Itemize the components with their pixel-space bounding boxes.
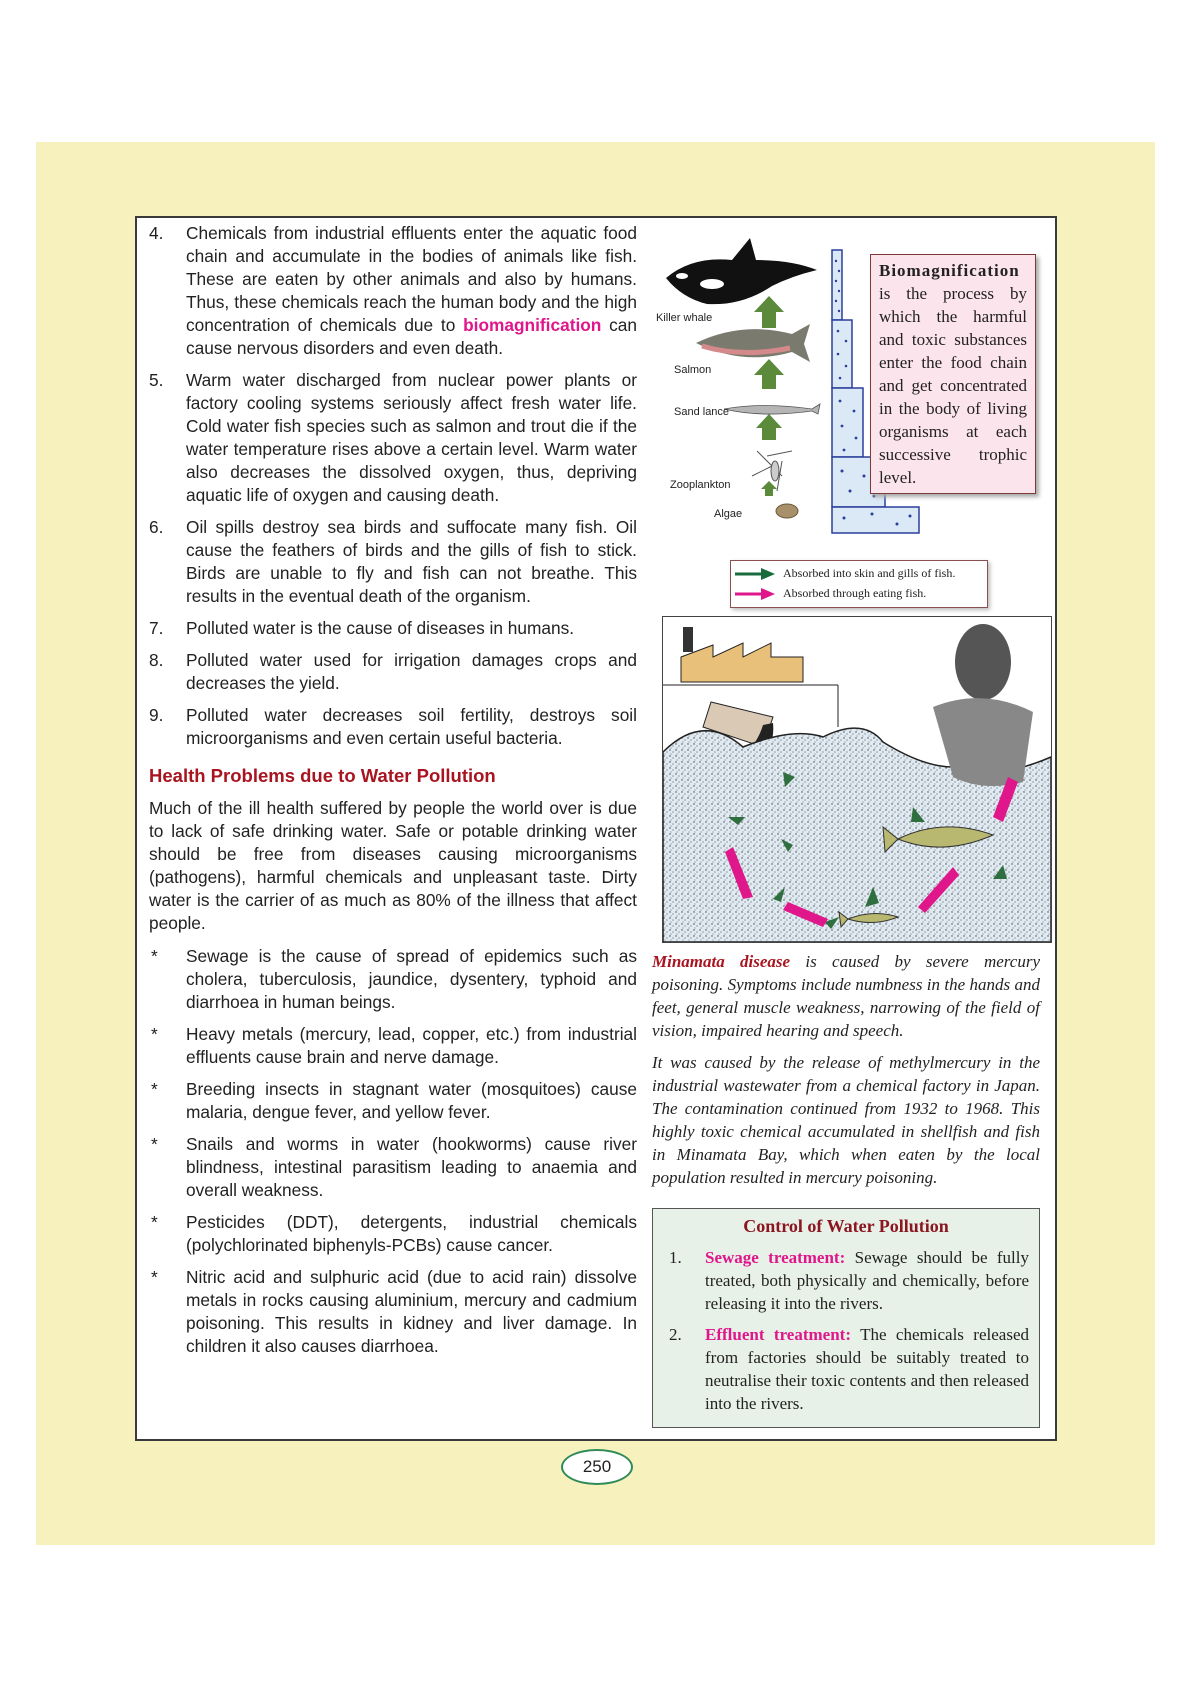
salmon-icon: [696, 324, 810, 362]
list-item-6: 6. Oil spills destroy sea birds and suffocate many fish. Oil cause the feathers of birds and the gills of fish to stick. Birds are unable to fly and fish can not breathe. This results in the eventual death of the organism.: [149, 517, 637, 606]
bullet-item: * Nitric acid and sulphuric acid (due to acid rain) dissolve metals in rocks causing aluminium, mercury and cadmium poisoning. This results in kidney and liver damage. In children it also causes diarrhoea.: [151, 1267, 637, 1356]
list-item-4: 4. Chemicals from industrial effluents enter the aquatic food chain and accumulate in the bodies of animals like fish. These are eaten by other animals and also by humans. Thus, these chemicals reach the human body and the high concentration of chemicals due to biomagnification can cause nervous disorders and even death.: [149, 223, 637, 358]
caption-paragraph-2: It was caused by the release of methylmercury in the industrial wastewater from a chemical factory in Japan. The contamination continued from 1932 to 1968. This highly toxic chemical accumulated in shellfish and fish in Minamata Bay, which when eaten by the local population resulted in mercury poisoning.: [652, 1053, 1040, 1187]
mercury-pollution-scene: [663, 617, 1051, 942]
biomagnification-heading: Biomagnification: [879, 261, 1020, 280]
child-figure-icon: [933, 624, 1033, 786]
item-number: 8.: [149, 650, 164, 670]
item-number: 9.: [149, 705, 164, 725]
bullet-item: * Snails and worms in water (hookworms) cause river blindness, intestinal parasitism leading to anaemia and overall weakness.: [151, 1134, 637, 1200]
minamata-caption: [652, 950, 1040, 1198]
label-zooplankton: Zooplankton: [670, 479, 731, 491]
green-arrow-icon: [735, 568, 775, 580]
section-title: Health Problems due to Water Pollution: [149, 765, 496, 786]
page-number: 250: [561, 1449, 633, 1485]
label-sand-lance: Sand lance: [674, 406, 730, 418]
pink-arrow-icon: [735, 588, 775, 600]
minamata-illustration: [662, 616, 1052, 943]
item-number: 4.: [149, 223, 164, 243]
intro-paragraph: Much of the ill health suffered by people the world over is due to lack of safe drinking water. Safe or potable drinking water should be free from diseases causing microorganisms (pathogens), harmful chemicals and unpleasant taste. Dirty water is the carrier of as much as 80% of the illness that affect people.: [149, 798, 637, 933]
list-item-8: 8. Polluted water used for irrigation damages crops and decreases the yield.: [149, 650, 637, 693]
item-number: 6.: [149, 517, 164, 537]
killer-whale-icon: [666, 238, 817, 304]
label-algae: Algae: [714, 508, 743, 520]
bullet-item: * Pesticides (DDT), detergents, industrial chemicals (polychlorinated biphenyls-PCBs) cause cancer.: [151, 1212, 637, 1255]
factory-icon: [681, 627, 803, 682]
asterisk-icon: *: [151, 1024, 158, 1044]
legend-row-pink: Absorbed through eating fish.: [735, 586, 926, 601]
minamata-term: Minamata disease: [652, 952, 791, 971]
bullet-item: * Breeding insects in stagnant water (mosquitoes) cause malaria, dengue fever, and yellow fever.: [151, 1079, 637, 1122]
label-salmon: Salmon: [674, 364, 712, 376]
left-column: [149, 222, 637, 1367]
biomagnification-diagram: [652, 226, 1052, 536]
caption-paragraph-1: Minamata disease is caused by severe mercury poisoning. Symptoms include numbness in the hands and feet, general muscle weakness, narrowing of the field of vision, impaired hearing and speech.: [652, 952, 1040, 1040]
asterisk-icon: *: [151, 1212, 158, 1232]
bullet-item: * Sewage is the cause of spread of epidemics such as cholera, tuberculosis, jaundice, dysentery, typhoid and diarrhoea in human beings.: [151, 946, 637, 1012]
list-item-9: 9. Polluted water decreases soil fertility, destroys soil microorganisms and even certain useful bacteria.: [149, 705, 637, 748]
biomagnification-definition-box: Biomagnification is the process by which the harmful and toxic substances enter the food chain and get concentrated in the body of living organisms at each successive trophic level.: [870, 254, 1036, 494]
list-item-5: 5. Warm water discharged from nuclear power plants or factory cooling systems seriously affect fresh water life. Cold water fish species such as salmon and trout die if the water temperature rises above a certain level. Warm water also decreases the dissolved oxygen, thus, depriving aquatic life of oxygen and causing death.: [149, 370, 637, 505]
control-box-title: Control of Water Pollution: [743, 1216, 949, 1236]
asterisk-icon: *: [151, 946, 158, 966]
asterisk-icon: *: [151, 1267, 158, 1287]
sand-lance-icon: [724, 404, 820, 414]
content-frame: [135, 216, 1057, 1441]
bullet-item: * Heavy metals (mercury, lead, copper, etc.) from industrial effluents cause brain and nerve damage.: [151, 1024, 637, 1067]
control-of-water-pollution-box: [652, 1208, 1040, 1428]
control-item-effluent: 2. Effluent treatment: The chemicals released from factories should be suitably treated to neutralise their toxic contents and then released into the rivers.: [669, 1325, 1029, 1413]
list-item-7: 7. Polluted water is the cause of diseases in humans.: [149, 618, 575, 638]
legend-row-green: Absorbed into skin and gills of fish.: [735, 566, 955, 581]
asterisk-icon: *: [151, 1134, 158, 1154]
asterisk-icon: *: [151, 1079, 158, 1099]
label-killer-whale: Killer whale: [656, 312, 713, 324]
arrow-legend: [730, 560, 988, 608]
item-number: 7.: [149, 618, 164, 638]
item-number: 5.: [149, 370, 164, 390]
control-item-sewage: 1. Sewage treatment: Sewage should be fully treated, both physically and chemically, before releasing it into the rivers.: [669, 1248, 1029, 1313]
biomagnification-term: biomagnification: [463, 315, 602, 335]
algae-icon: [776, 504, 798, 518]
